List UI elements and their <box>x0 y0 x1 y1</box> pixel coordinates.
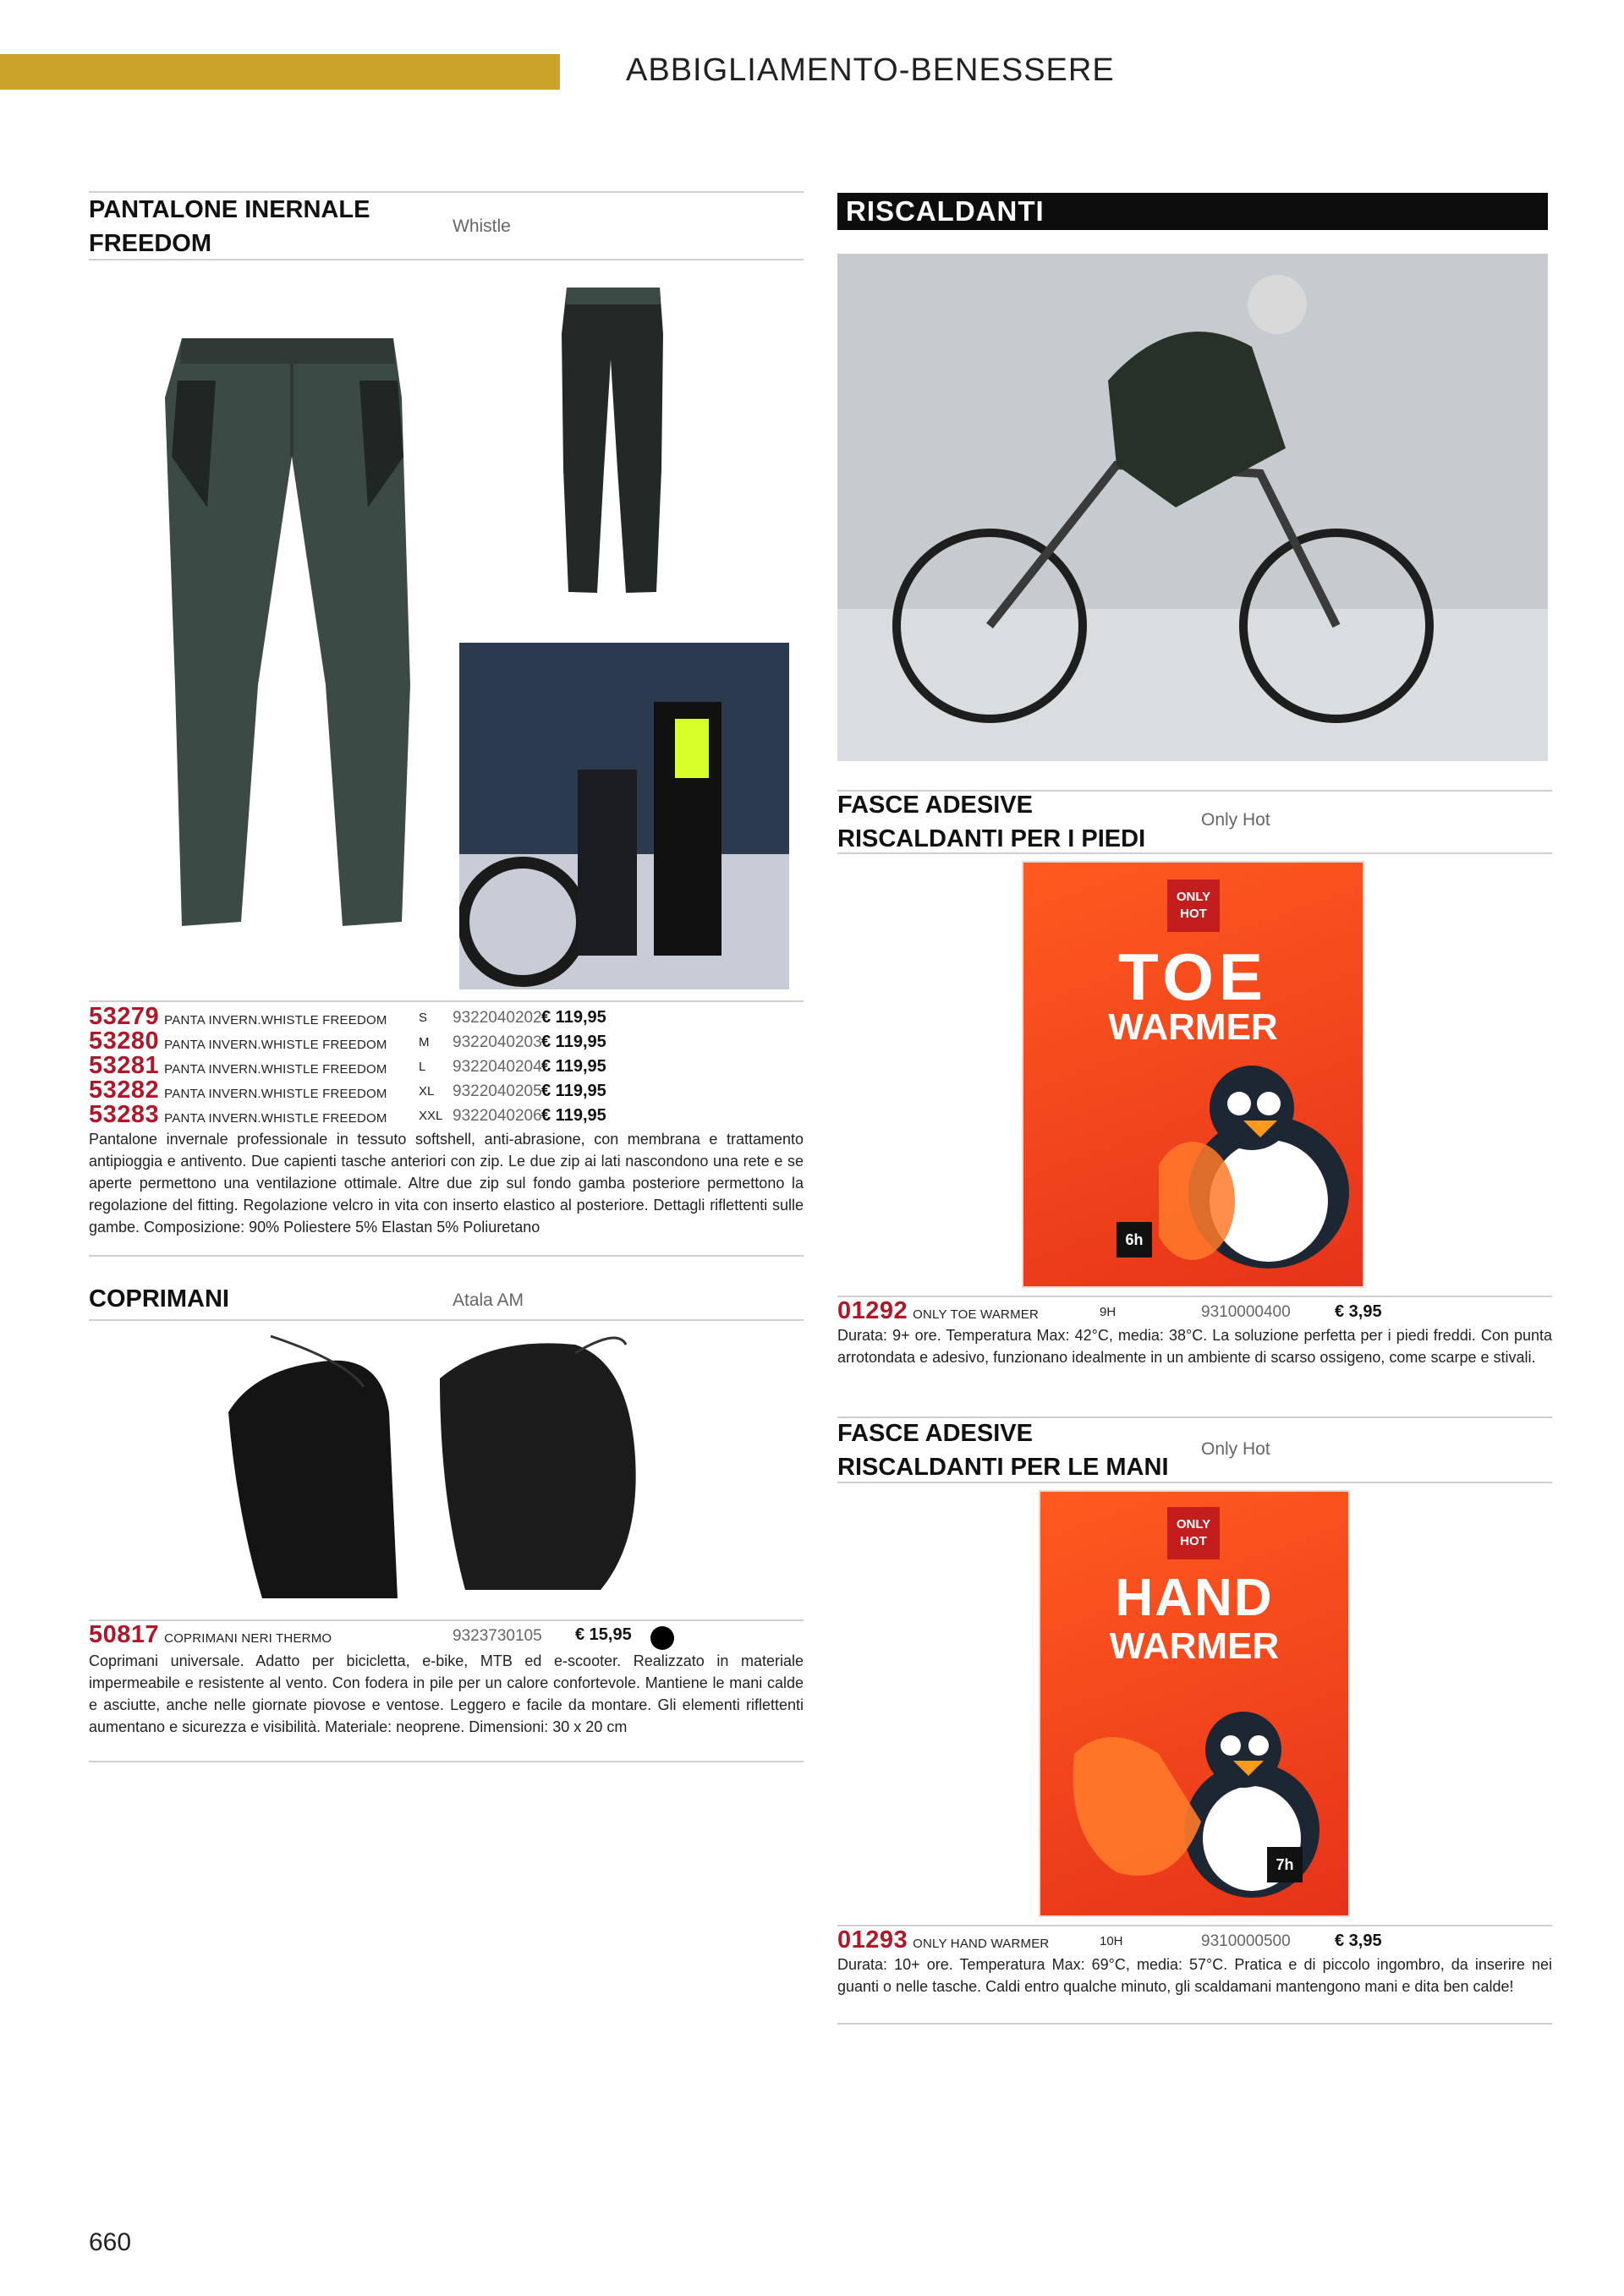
pants-back-image <box>558 283 668 596</box>
handcovers-sku-row <box>89 1621 332 1649</box>
product-size: 9H <box>1100 1305 1116 1319</box>
toe-warmer-pack-image <box>1022 861 1364 1288</box>
product-code: 53279 <box>89 1003 160 1030</box>
product-size: 10H <box>1100 1934 1123 1948</box>
toe-sku-row <box>837 1297 1039 1325</box>
product-name: PANTA INVERN.WHISTLE FREEDOM <box>164 1038 387 1052</box>
pack-title: HAND <box>1115 1569 1274 1627</box>
hand-description: Durata: 10+ ore. Temperatura Max: 69°C, media: 57°C. Pratica e di piccolo ingombro, da inserire nei guanti o nelle tasche. Caldi entro qualche minuto, gli scaldamani mantengono mani e dita ben calde! <box>837 1956 1552 1995</box>
product-ean: 9322040206 <box>453 1107 542 1125</box>
pack-brand-badge: ONLY HOT <box>1167 1507 1220 1559</box>
handcovers-title: COPRIMANI <box>89 1285 229 1312</box>
product-price: € 119,95 <box>541 1033 606 1051</box>
divider <box>837 2023 1552 2025</box>
product-price: € 15,95 <box>575 1625 632 1644</box>
pants-brand: Whistle <box>453 216 511 236</box>
divider <box>89 259 804 260</box>
divider <box>89 1319 804 1321</box>
pants-title: PANTALONE INERNALE FREEDOM <box>89 196 370 257</box>
divider <box>837 852 1552 854</box>
pack-hours-badge: 7h <box>1267 1847 1303 1882</box>
product-price: € 119,95 <box>541 1082 606 1100</box>
product-name: PANTA INVERN.WHISTLE FREEDOM <box>164 1062 387 1077</box>
product-code: 53280 <box>89 1027 160 1055</box>
toe-description: Durata: 9+ ore. Temperatura Max: 42°C, media: 38°C. La soluzione perfetta per i piedi freddi. Con punta arrotondata e adesivo, funzionano idealmente in un ambiente di scarso ossigeno, come scarpe e stivali. <box>837 1327 1552 1366</box>
hand-warmer-pack-image <box>1039 1490 1350 1917</box>
table-row <box>89 1101 387 1129</box>
product-size: XL <box>419 1084 435 1099</box>
product-size: XXL <box>419 1109 443 1123</box>
penguin-illustration <box>1159 1057 1353 1269</box>
section-title: ABBIGLIAMENTO-BENESSERE <box>626 52 1115 88</box>
color-swatch <box>650 1625 675 1651</box>
pack-subtitle: WARMER <box>1109 1625 1280 1667</box>
product-ean: 9310000500 <box>1201 1932 1291 1950</box>
product-code: 53283 <box>89 1101 160 1128</box>
product-price: € 3,95 <box>1335 1932 1382 1950</box>
handcovers-image <box>220 1328 643 1607</box>
product-code: 01293 <box>837 1926 908 1954</box>
product-ean: 9322040202 <box>453 1009 542 1027</box>
pack-title: TOE <box>1118 940 1268 1014</box>
pants-action-photo <box>459 643 789 989</box>
product-ean: 9323730105 <box>453 1627 542 1645</box>
winter-cyclist-photo <box>837 254 1548 761</box>
product-code: 50817 <box>89 1621 160 1648</box>
divider <box>89 1255 804 1257</box>
product-size: S <box>419 1011 428 1025</box>
product-ean: 9322040204 <box>453 1058 542 1076</box>
divider <box>89 1000 804 1002</box>
handcovers-description: Coprimani universale. Adatto per bicicletta, e-bike, MTB ed e-scooter. Realizzato in materiale impermeabile e resistente al vento. Con fodera in pile per un calore confortevole. Mantiene le mani calde e asciutte, anche nelle giornate piovose e ventose. Leggero e facile da montare. Gli elementi riflettenti aumentano e sicurezza e visibilità. Materiale: neoprene. Dimensioni: 30 x 20 cm <box>89 1652 804 1735</box>
product-name: ONLY TOE WARMER <box>913 1307 1040 1322</box>
product-price: € 119,95 <box>541 1008 606 1027</box>
product-price: € 119,95 <box>541 1057 606 1076</box>
product-ean: 9322040205 <box>453 1082 542 1100</box>
toe-title: FASCE ADESIVE RISCALDANTI PER I PIEDI <box>837 792 1146 852</box>
header-accent-bar <box>0 54 560 90</box>
product-code: 53282 <box>89 1077 160 1104</box>
hand-sku-row <box>837 1926 1049 1954</box>
pack-hours-badge: 6h <box>1116 1222 1152 1258</box>
product-ean: 9322040203 <box>453 1033 542 1051</box>
riscaldanti-banner: RISCALDANTI <box>837 193 1548 230</box>
hand-brand: Only Hot <box>1201 1439 1270 1459</box>
product-name: PANTA INVERN.WHISTLE FREEDOM <box>164 1087 387 1101</box>
hand-title: FASCE ADESIVE RISCALDANTI PER LE MANI <box>837 1420 1169 1481</box>
divider <box>837 1482 1552 1483</box>
handcovers-brand: Atala AM <box>453 1290 524 1310</box>
pants-description: Pantalone invernale professionale in tessuto softshell, anti-abrasione, con membrana e trattamento antipioggia e antivento. Due capienti tasche anteriori con zip. Le due zip ai lati nascondono una rete e se aperte permettono una ventilazione ottimale. Altre due zip sul fondo gamba posteriore permettono la regolazione del fitting. Regolazione velcro in vita con inserto elastico al posteriore. Dettagli riflettenti sulle gambe. Composizione: 90% Poliestere 5% Elastan 5% Poliuretano <box>89 1131 804 1236</box>
product-price: € 3,95 <box>1335 1302 1382 1321</box>
toe-brand: Only Hot <box>1201 810 1270 830</box>
product-size: M <box>419 1035 430 1049</box>
divider <box>89 1761 804 1762</box>
product-code: 53281 <box>89 1052 160 1079</box>
pants-front-image <box>156 330 419 930</box>
pack-brand-badge: ONLY HOT <box>1167 879 1220 932</box>
product-name: PANTA INVERN.WHISTLE FREEDOM <box>164 1111 387 1126</box>
product-size: L <box>419 1060 426 1074</box>
page-number: 660 <box>89 2228 132 2256</box>
product-code: 01292 <box>837 1297 908 1324</box>
product-name: COPRIMANI NERI THERMO <box>164 1631 332 1646</box>
product-ean: 9310000400 <box>1201 1303 1291 1321</box>
pack-subtitle: WARMER <box>1108 1006 1278 1048</box>
product-name: PANTA INVERN.WHISTLE FREEDOM <box>164 1013 387 1027</box>
product-name: ONLY HAND WARMER <box>913 1937 1050 1951</box>
product-price: € 119,95 <box>541 1106 606 1125</box>
